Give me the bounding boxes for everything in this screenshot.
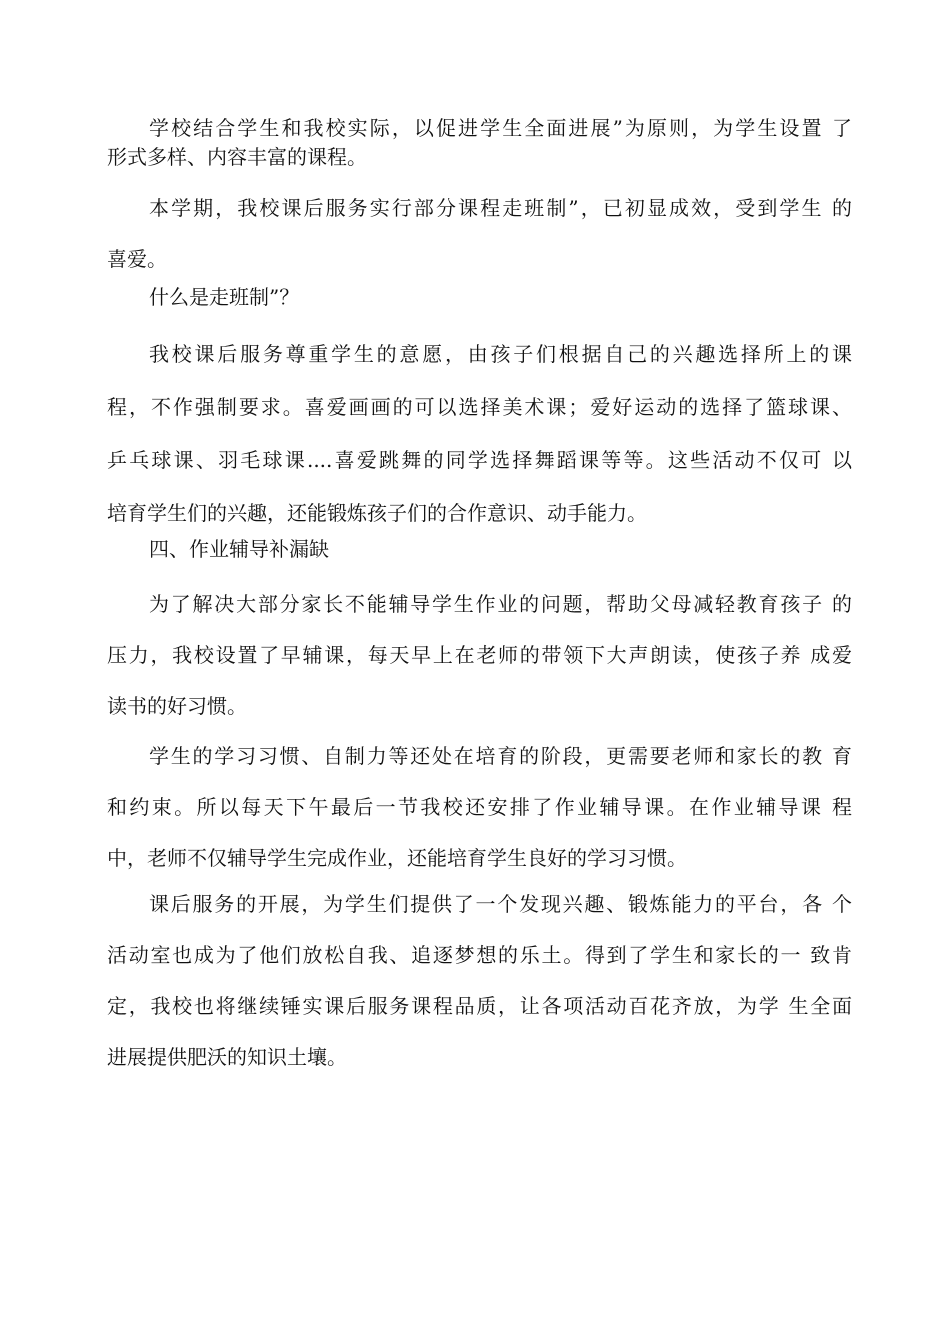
text-line: 四、作业辅导补漏缺 [149, 537, 329, 561]
paragraph [107, 328, 852, 540]
paragraph [107, 879, 852, 1083]
text-line: 我校课后服务尊重学生的意愿，由孩子们根据自己的兴趣选择所上的课 [149, 342, 852, 366]
paragraph [107, 281, 852, 313]
text-line: 进展提供肥沃的知识土壤。 [107, 1045, 347, 1069]
text-line: 本学期，我校课后服务实行部分课程走班制”，已初显成效，受到学生 的 [149, 196, 852, 220]
text-line: 和约束。所以每天下午最后一节我校还安排了作业辅导课。在作业辅导课 程 [107, 795, 852, 819]
text-line: 课后服务的开展，为学生们提供了一个发现兴趣、锻炼能力的平台，各 个 [149, 892, 852, 916]
text-line: 定，我校也将继续锤实课后服务课程品质，让各项活动百花齐放，为学 生全面 [107, 994, 852, 1018]
section-heading [107, 533, 852, 565]
text-line: 形式多样、内容丰富的课程。 [107, 145, 367, 169]
text-line: 程，不作强制要求。喜爱画画的可以选择美术课；爱好运动的选择了篮球课、 [107, 395, 852, 419]
text-line: 学校结合学生和我校实际，以促进学生全面进展”为原则，为学生设置 了 [149, 116, 852, 140]
text-line: 喜爱。 [107, 247, 167, 271]
paragraph [107, 114, 852, 172]
text-line: 学生的学习习惯、自制力等还处在培育的阶段，更需要老师和家长的教 育 [149, 744, 852, 768]
text-line: 活动室也成为了他们放松自我、追逐梦想的乐土。得到了学生和家长的一 致肯 [107, 943, 852, 967]
text-line: 乒乓球课、羽毛球课....喜爱跳舞的同学选择舞蹈课等等。这些活动不仅可 以 [107, 448, 852, 472]
text-line: 中，老师不仅辅导学生完成作业，还能培育学生良好的学习习惯。 [107, 846, 687, 870]
text-line: 培育学生们的兴趣，还能锻炼孩子们的合作意识、动手能力。 [107, 501, 647, 525]
text-line: 为了解决大部分家长不能辅导学生作业的问题，帮助父母减轻教育孩子 的 [149, 592, 852, 616]
text-line: 读书的好习惯。 [107, 694, 247, 718]
paragraph [107, 183, 852, 285]
text-line: 什么是走班制”？ [149, 285, 300, 309]
paragraph [107, 731, 852, 884]
text-line: 压力，我校设置了早辅课，每天早上在老师的带领下大声朗读，使孩子养 成爱 [107, 643, 852, 667]
paragraph [107, 579, 852, 732]
